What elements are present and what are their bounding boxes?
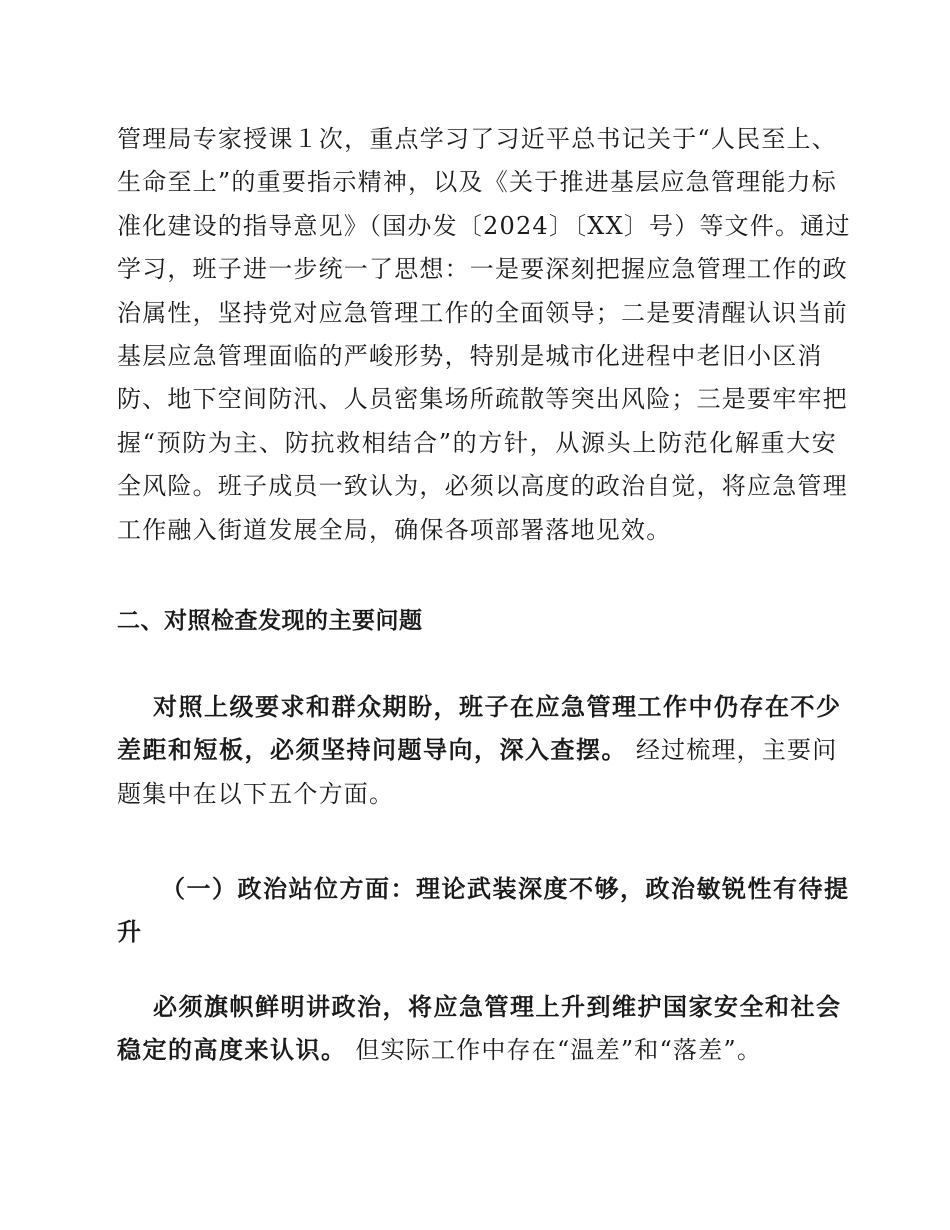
paragraph-line: 防、地下空间防汛、人员密集场所疏散等突出风险；三是要牢牢把 bbox=[117, 385, 848, 414]
paragraph-line: 握“预防为主、防抗救相结合”的方针，从源头上防范化解重大安 bbox=[117, 428, 837, 457]
intro-normal-text: 经过梳理，主要问 bbox=[635, 736, 838, 765]
paragraph-1 bbox=[117, 118, 851, 552]
subsection-heading-line: 升 bbox=[117, 918, 143, 947]
intro-bold-text: 差距和短板，必须坚持问题导向，深入查摆。 bbox=[117, 736, 627, 765]
paragraph-line: 管理局专家授课１次，重点学习了习近平总书记关于“人民至上、 bbox=[117, 125, 837, 153]
body-bold-line: 必须旗帜鲜明讲政治，将应急管理上升到维护国家安全和社会 bbox=[153, 993, 842, 1021]
intro-normal-line: 题集中在以下五个方面。 bbox=[117, 779, 395, 808]
paragraph-line: 基层应急管理面临的严峻形势，特别是城市化进程中老旧小区消 bbox=[117, 341, 823, 370]
section-intro-paragraph bbox=[117, 686, 842, 816]
paragraph-line: 工作融入街道发展全局，确保各项部署落地见效。 bbox=[117, 515, 672, 544]
subsection-heading bbox=[117, 868, 850, 955]
paragraph-line: 生命至上”的重要指示精神，以及《关于推进基层应急管理能力标 bbox=[117, 168, 837, 197]
body-bold-text: 稳定的高度来认识。 bbox=[117, 1036, 347, 1065]
paragraph-line: 学习，班子进一步统一了思想：一是要深刻把握应急管理工作的政 bbox=[117, 255, 848, 284]
section-heading: 二、对照检查发现的主要问题 bbox=[117, 608, 423, 634]
subsection-body-paragraph bbox=[117, 986, 842, 1073]
paragraph-line: 全风险。班子成员一致认为，必须以高度的政治自觉，将应急管理 bbox=[117, 472, 848, 501]
body-normal-text: 但实际工作中存在“温差”和“落差”。 bbox=[355, 1036, 763, 1065]
intro-mixed-line bbox=[117, 729, 837, 772]
body-mixed-line bbox=[117, 1029, 837, 1072]
paragraph-line: 准化建设的指导意见》（国办发〔2024〕〔XX〕号）等文件。通过 bbox=[117, 211, 851, 240]
subsection-heading-line: （一）政治站位方面：理论武装深度不够，政治敏锐性有待提 bbox=[161, 875, 850, 903]
intro-bold-line: 对照上级要求和群众期盼，班子在应急管理工作中仍存在不少 bbox=[153, 693, 842, 721]
paragraph-line: 治属性，坚持党对应急管理工作的全面领导；二是要清醒认识当前 bbox=[117, 298, 848, 327]
